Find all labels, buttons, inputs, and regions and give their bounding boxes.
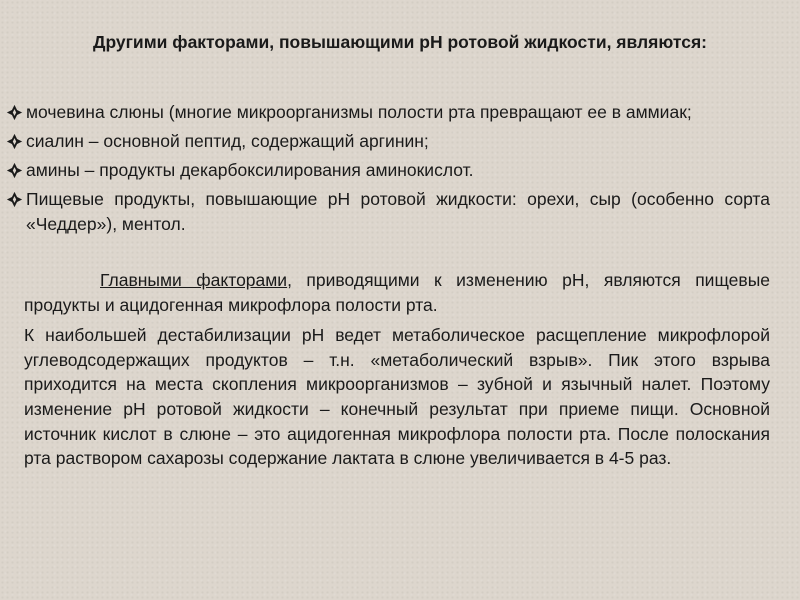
body-text <box>24 268 770 477</box>
bullet-text: мочевина слюны (многие микроорганизмы полости рта превращают ее в аммиак; <box>26 102 692 122</box>
bullet-item <box>6 100 770 125</box>
diamond-bullet-icon <box>6 191 23 208</box>
bullet-text: Пищевые продукты, повышающие pH ротовой жидкости: орехи, сыр (особенно сорта «Чеддер»), ментол. <box>26 189 770 234</box>
bullet-item <box>6 129 770 154</box>
paragraph-main-factors <box>24 268 770 317</box>
bullet-text: сиалин – основной пептид, содержащий аргинин; <box>26 131 429 151</box>
underlined-phrase: Главными факторами <box>100 270 288 290</box>
diamond-bullet-icon <box>6 162 23 179</box>
bullet-item <box>6 187 770 237</box>
bullet-text: амины – продукты декарбоксилирования аминокислот. <box>26 160 474 180</box>
slide-title: Другими факторами, повышающими pH ротовой жидкости, являются: <box>92 32 707 52</box>
diamond-bullet-icon <box>6 104 23 121</box>
diamond-bullet-icon <box>6 133 23 150</box>
paragraph-text: , приводящими к изменению pH, являются пищевые продукты и ацидогенная микрофлора полости рта. <box>24 270 771 315</box>
bullet-item <box>6 158 770 183</box>
bullet-list <box>6 100 770 241</box>
paragraph-destabilization: К наибольшей дестабилизации pH ведет метаболическое расщепление микрофлорой углеводсодержащих продуктов – т.н. «метаболический взрыв». Пик этого взрыва приходится на места скопления микроорганизмов – зубной и язычный налет. Поэтому изменение pH ротовой жидкости – конечный результат при приеме пищи. Основной источник кислот в слюне – это ацидогенная микрофлора полости рта. После полоскания рта раствором сахарозы содержание лактата в слюне увеличивается в 4-5 раз. <box>24 325 770 469</box>
